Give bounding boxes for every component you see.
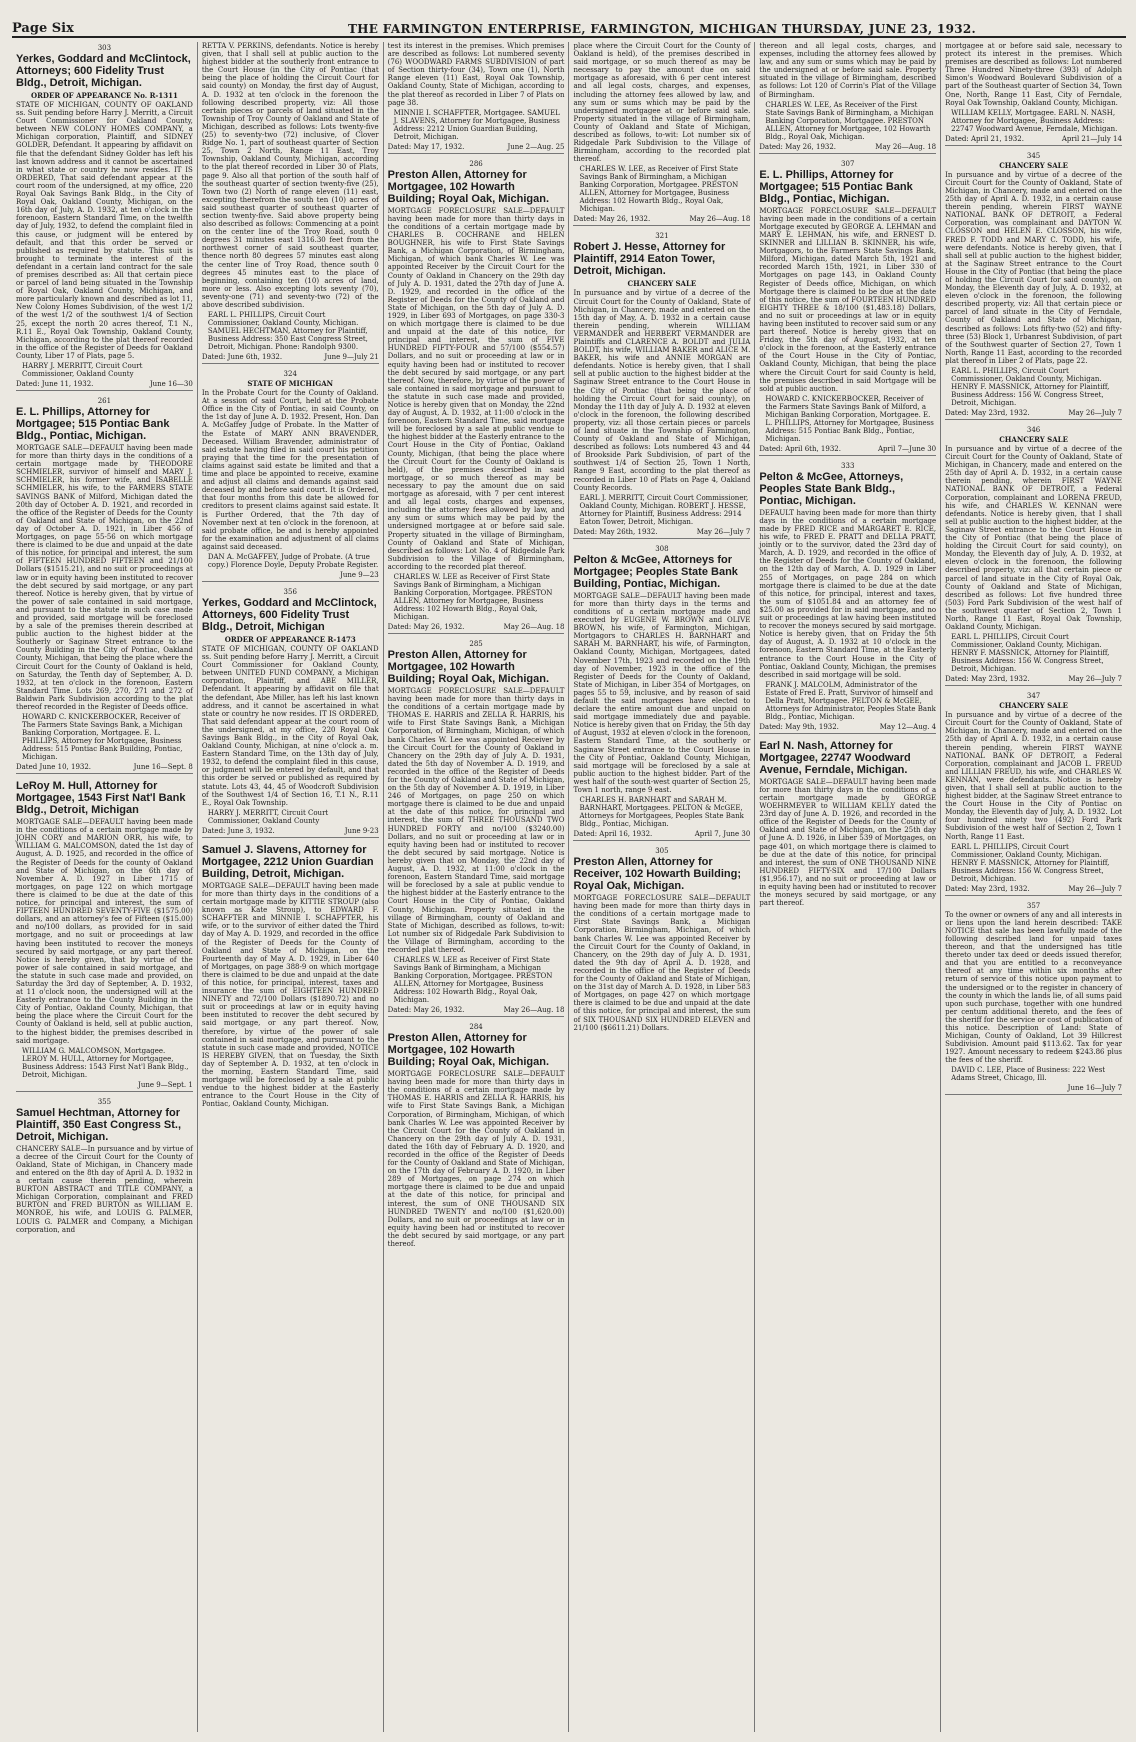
notice-number: 307 bbox=[841, 159, 855, 168]
notice-run-dates: June 2—Aug. 25 bbox=[507, 142, 565, 151]
notice-body: MORTGAGE SALE—DEFAULT having been made for more than thirty days in the conditions of a certain mortgage made by GEORGE WOEHRMEYER to WILLIAM KELLY dated the 23rd day of June A. D. 1926, and recorded in the office of the Register of Deeds for the County of Oakland and State of Michigan, on the 25th day of June A. D. 1926, in Liber 539 of Mortgages, on page 401, on which mortgage there is claimed to be due at the date of this notice, for principal and interest, the sum of ONE THOUSAND NINE HUNDRED FIFTY-SIX and 17/100 Dollars ($1,956.17), and no suit or proceeding at law or in equity having been had or instituted to recover the moneys secured by said mortgage, or any part thereof. bbox=[759, 777, 937, 908]
legal-notice bbox=[388, 1023, 565, 1248]
legal-notice bbox=[202, 588, 379, 838]
notice-run-dates: May 26—July 7 bbox=[696, 527, 751, 536]
notice-body: MORTGAGE SALE—DEFAULT having been made for more than thirty days in the terms and conditions of a certain mortgage made and executed by EUGENE W. BROWN and OLIVE BROWN, his wife, of Farmington, Michigan, Mortgagors to CHARLES H. BARNHART and SARAH M. BARNHART, his wife, of Farmington, Oakland County, Michigan, Mortgagees, dated November 17th, 1923 and recorded on the 19th day of November, 1923 in the office of the Register of Deeds for the County of Oakland, State of Michigan, in Liber 354 of Mortgages, on pages 55 to 59, inclusive, and by reason of said default the said mortgagees have elected to declare the entire amount due and unpaid on said mortgage immediately due and payable. Notice is hereby given that on Friday, the 5th day of August, 1932 at eleven o'clock in the forenoon, Eastern Standard Time, at the southerly or Saginaw Street entrance to the Court House in the City of Pontiac, Oakland County, Michigan, said mortgage will be foreclosed by a sale at public auction to the highest bidder. Part of the west half of the south-west quarter of Section 25, Town 1 north, range 9 east. bbox=[573, 591, 751, 794]
notice-body: place where the Circuit Court for the County of Oakland is held), of the premises described in said mortgage, or so much thereof as may be necessary to pay the amount due on said mortgage as aforesaid, with 6 per cent interest and all legal costs, charges, and expenses, including the attorney fees allowed by law, and any sum or sums which may be paid by the undersigned mortgagee at or before said sale. Property situated in the village of Birmingham, County of Oakland and State of Michigan, described as follows, to-wit: Lot number six of Ridgedale Park Subdivision to the Village of Birmingham, according to the recorded plat thereof. bbox=[573, 42, 751, 164]
notice-heading: Earl N. Nash, Attorney for Mortgagee, 22747 Woodward Avenue, Ferndale, Michigan. bbox=[759, 739, 911, 776]
notice-date: Dated: May 26th, 1932. bbox=[573, 527, 658, 536]
notice-dates bbox=[388, 1006, 565, 1017]
notice-number: 284 bbox=[469, 1023, 483, 1032]
notice-date: Dated: May 26, 1932. bbox=[759, 142, 837, 151]
notice-run-dates: May 26—Aug. 18 bbox=[503, 622, 565, 631]
notice-number: 333 bbox=[841, 461, 855, 470]
notice-body: MORTGAGE SALE—DEFAULT having been made in the conditions of a certain mortgage made by JOHN CORY and MARION ORR, his wife, to WILLIAM G. MALCOMSON, dated the 1st day of August, A. D. 1925, and recorded in the office of the Register of Deeds for the county of Oakland and State of Michigan, on the 6th day of November A. D. 1927 in Liber 1715 of mortgages, on page 122 on which mortgage there is claimed to be due at the date of this notice, for principal and interest, the sum of FIFTEEN HUNDRED SEVENTY-FIVE ($1575.00) dollars, and an attorney's fee of Fifteen ($15.00) and no/100 dollars, as provided for in said mortgage, and no suit or proceedings at law having been instituted to recover the moneys secured by said mortgage, or any part thereof. Notice is hereby given, that by virtue of the power of sale contained in said mortgage, and the statute in such case made and provided, on Saturday the 3rd day of September, A. D. 1932, at 11 o'clock noon, the undersigned will at the Easterly entrance to the County Building in the City of Pontiac, Oakland County, Michigan, that being the place where the Circuit Court for the County of Oakland is held, sell at public auction, to the highest bidder, the premises described in said mortgage. bbox=[16, 818, 193, 1045]
notice-heading: Samuel Hechtman, Attorney for Plaintiff, 350 East Congress St., Detroit, Michigan. bbox=[16, 1106, 182, 1143]
notice-heading: Preston Allen, Attorney for Mortgagee, 102 Howarth Building; Royal Oak, Michigan. bbox=[387, 1032, 550, 1069]
legal-notice bbox=[573, 42, 750, 226]
notice-dates bbox=[945, 675, 1122, 686]
notice-run-dates: May 26—Aug. 18 bbox=[503, 1006, 565, 1015]
notice-date: Dated: April 16, 1932. bbox=[573, 830, 653, 839]
notice-run-dates: May 26—July 7 bbox=[1068, 409, 1122, 417]
notice-body: test its interest in the premises. Which premises are described as follows: Lot numbered seventy (76) WOODWARD FARMS SUBDIVISION of part of Section thirty-four (34), Town one (1), North Range eleven (11) East, Royal Oak Township, Oakland County, State of Michigan, according to the plat thereof as recorded in Liber 7 of Plats on page 38. bbox=[387, 42, 565, 107]
notice-dates bbox=[945, 135, 1122, 146]
notice-heading: Preston Allen, Attorney for Mortgagee, 102 Howarth Building; Royal Oak, Michigan. bbox=[387, 648, 550, 685]
notice-run-dates: June 16—July 7 bbox=[1067, 1084, 1122, 1093]
notice-body: In pursuance and by virtue of a decree of the Circuit Court for the County of Oakland, State of Michigan, in Chancery, made and entered on the 25th day of April A. D. 1932, in a certain cause therein pending, wherein FIRST WAYNE NATIONAL BANK OF DETROIT, a Federal Corporation, complainant and LORENA FREUD, his wife, and CHARLES W. KENNAN were defendants. Notice is hereby given, that I shall sell at public auction to the highest bidder, at the Saginaw Street entrance to the Court House in the City of Pontiac (that being the place of holding the Circuit Court for said county), on Monday, the Eleventh day of July, A. D. 1932, at eleven o'clock in the forenoon, the following described property, viz: all that certain piece or parcel of land situate in the City of Royal Oak, County of Oakland and State of Michigan, described as follows: Lot five hundred three (503) Ford Park Subdivision of the west half of the southwest quarter of Section 2, Town 1 North, Range 11 East, Royal Oak Township, Oakland County, Michigan. bbox=[945, 445, 1122, 632]
notice-heading: Samuel J. Slavens, Attorney for Mortgagee, 2212 Union Guardian Building, Detroit, Michigan. bbox=[201, 843, 374, 880]
notice-signature: WILLIAM KELLY, Mortgagee. EARL N. NASH, Attorney for Mortgagee, Business Address: 22747 Woodward Avenue, Ferndale, Michigan. bbox=[951, 108, 1118, 133]
notice-number: 305 bbox=[655, 847, 669, 856]
notice-dates bbox=[202, 353, 379, 364]
legal-notices-columns bbox=[12, 42, 1126, 1732]
column-1 bbox=[12, 42, 198, 1732]
legal-notice bbox=[573, 847, 750, 1032]
notice-caption: STATE OF MICHIGAN bbox=[247, 379, 334, 389]
legal-notice bbox=[16, 780, 193, 1092]
notice-body: To the owner or owners of any and all interests in or liens upon the land herein described: TAKE NOTICE that sale has been lawfully made of the following described land for unpaid taxes thereon, and that the undersigned has title thereto under tax deed or deeds issued therefor, and that you are entitled to a reconveyance thereof at any time within six months after return of service of this notice upon payment to the undersigned or to the register in chancery of the county in which the lands lie, of all sums paid upon such purchase, together with one hundred per centum additional thereto, and the fees of the sheriff for the service or cost of publication of this notice. Description of Land: State of Michigan, County of Oakland, Lot 39 Hillcrest Subdivision. Amount paid $113.62. Tax for year 1927. Amount necessary to redeem $243.86 plus the fees of the sheriff. bbox=[945, 910, 1122, 1065]
column-3 bbox=[384, 42, 570, 1732]
column-6 bbox=[941, 42, 1126, 1732]
notice-caption: ORDER OF APPEARANCE R-1473 bbox=[224, 634, 356, 644]
legal-notice bbox=[759, 42, 936, 154]
legal-notice bbox=[945, 152, 1122, 420]
notice-body: MORTGAGE FORECLOSURE SALE—DEFAULT having been made for more than thirty days in the conditions of a certain mortgage made by THOMAS E. HARRIS and ZELLA R. HARRIS, his wife to First State Savings Bank, a Michigan Corporation, of Birmingham, Michigan, of which bank Charles W. Lee was appointed Receiver by the Circuit Court for the County of Oakland in Chancery on the 29th day of July A. D. 1931, dated the 16th day of February A. D. 1920, and recorded in the office of the Register of Deeds for the County of Oakland and State of Michigan, on the 17th day of February A. D. 1920, in Liber 289 of Mortgages, on page 274 on which mortgage there is claimed to be due and unpaid at the date of this notice, for principal and interest, the sum of ONE THOUSAND SIX HUNDRED TWENTY and no/100 ($1,620.00) Dollars, and no suit or proceedings at law or in equity having been had or instituted to recover the debt secured by said mortgage, or any part thereof. bbox=[387, 1070, 565, 1249]
notice-number: 347 bbox=[1026, 692, 1041, 701]
notice-run-dates: April 7, June 30 bbox=[694, 830, 751, 839]
notice-number: 261 bbox=[97, 397, 112, 405]
notice-number: 285 bbox=[469, 639, 483, 648]
notice-heading: E. L. Phillips, Attorney for Mortgagee; 515 Pontiac Bank Bldg., Pontiac, Michigan. bbox=[759, 168, 913, 205]
notice-caption: CHANCERY SALE bbox=[999, 435, 1068, 444]
notice-body: MORTGAGE FORECLOSURE SALE—DEFAULT having been made for more than thirty days in the conditions of a certain mortgage made by THOMAS E. HARRIS and ZELLA R. HARRIS, his wife to First State Savings Bank, a Michigan Corporation, of Birmingham, Michigan, of which bank Charles W. Lee was appointed Receiver by the Circuit Court for the County of Oakland in Chancery on the 29th day of July A. D. 1931, dated the 5th day of November A. D. 1919, and recorded in the office of the Register of Deeds for the County of Oakland and State of Michigan, on the 5th day of November A. D. 1919, in Liber 246 of Mortgages, on page 250 on which mortgage there is claimed to be due and unpaid at the date of this notice, for principal and interest, the sum of THREE THOUSAND TWO HUNDRED FORTY and no/100 ($3240.00) Dollars, and no suit or proceeding at law or in equity having been had or instituted to recover the debt secured by said mortgage. Notice is hereby given that on Monday, the 22nd day of August, A. D. 1932, at 11:00 o'clock in the forenoon, Eastern Standard Time, said mortgage will be foreclosed by a sale at public vendue to the highest bidder at the Easterly entrance to the Court House in the City of Pontiac, Oakland County, Michigan. Property situated in the village of Birmingham, county of Oakland and State of Michigan, described as follows, to-wit: Lot number six of Ridgedale Park Subdivision to the Village of Birmingham, according to the recorded plat thereof. bbox=[387, 686, 565, 954]
notice-signature: EARL J. MERRITT, Circuit Court Commissioner, Oakland County, Michigan. ROBERT J. HESSE, Attorney for Plaintiff, Business Address: 2914 Eaton Tower, Detroit, Michigan. bbox=[579, 493, 749, 526]
notice-date: Dated: May 23rd, 1932. bbox=[945, 884, 1030, 893]
notice-body: RETTA V. PERKINS, defendants. Notice is hereby given, that I shall sell at public auction to the highest bidder at the southerly front entrance to the Court House (in the City of Pontiac (that being the place of holding the Circuit Court for said county) on Monday, the first day of August, A. D. 1932 at ten o'clock in the forenoon the following described property, viz: All those certain pieces or parcels of land situated in the Township of Troy County of Oakland and State of Michigan, described as follows: Lots twenty-five (25) to seventy-two (72) inclusive, of Clover Ridge No. 1, part of southeast quarter of Section 25, Town 2 North, Range 11 East, Troy Township, Oakland County, Michigan, according to the plat thereof recorded in Liber 30 of Plats, page 9. Also all that portion of the south half of the southeast quarter of section twenty-five (25), Town two (2) North of range eleven (11) east, excepting therefrom the south ten (10) acres of said southeast quarter of southeast quarter of section twenty-five. Said above property being also described as follows: Commencing at a point on the center line of the Troy Road, south 0 degrees 31 minutes east 1316.30 feet from the northwest corner of said southeast quarter, thence north 80 degrees 57 minutes east along the center line of Troy Road, thence south 0 degrees 45 minutes east to the place of beginning, containing ten (10) acres of land, more or less. Also excepting lots seventy (70), seventy-one (71) and seventy-two (72) of the above described subdivision. bbox=[201, 42, 379, 309]
legal-notice bbox=[388, 640, 565, 1017]
notice-date: Dated: June 3, 1932. bbox=[201, 826, 275, 835]
notice-heading: Yerkes, Goddard and McClintock, Attorneys, 600 Fidelity Trust Bldg., Detroit, Michigan bbox=[201, 596, 377, 633]
notice-run-dates: May 26—Aug. 18 bbox=[875, 142, 937, 151]
notice-body: In pursuance and by virtue of a decree of the Circuit Court for the County of Oakland, State of Michigan, in Chancery, made and entered on the 15th day of May, A. D. 1932 in a certain cause therein pending, wherein WILLIAM VERMANDER and HERBERT VERMANDER are Plaintiffs and CLARENCE A. BOLDT and JULIA BOLDT, his wife, WILLIAM BAKER and ALICE M. BAKER, his wife and ANNIE MORGAN are defendants. Notice is hereby given, that I shall sell at public auction to the highest bidder at the Saginaw Street entrance to the Court House in the City of Pontiac (that being the place of holding the Circuit Court for said county), on Monday the 11th day of July A. D. 1932 at eleven o'clock in the forenoon, the following described property, viz: all those certain pieces or parcels of land situate in the Township of Farmington, County of Oakland and State of Michigan, described as follows: Lots numbered 43 and 44 of Brookside Park Subdivision, of part of the southwest 1/4 of Section 25, Town 1 North, Range 9 East, according to the plat thereof as recorded in Liber 10 of Plats on Page 4, Oakland County Records. bbox=[573, 289, 751, 492]
notice-dates bbox=[945, 885, 1122, 896]
notice-heading: Preston Allen, Attorney for Mortgagee, 102 Howarth Building; Royal Oak, Michigan. bbox=[387, 168, 550, 205]
notice-run-dates: May 26—July 7 bbox=[1068, 884, 1122, 893]
notice-signature: DAN A. McGAFFEY, Judge of Probate. (A true copy.) Florence Doyle, Deputy Probate Register. bbox=[207, 552, 379, 569]
notice-signature: EARL L. PHILLIPS, Circuit Court Commissioner, Oakland County, Michigan. SAMUEL HECHTMAN, Attorney for Plaintiff, Business Address: 350 East Congress Street, Detroit, Michigan. Phone: Randolph 9300. bbox=[207, 311, 368, 352]
notice-dates bbox=[573, 215, 750, 226]
notice-dates bbox=[759, 143, 936, 154]
notice-dates bbox=[759, 445, 936, 456]
notice-number: 321 bbox=[655, 232, 669, 241]
notice-run-dates: April 21—July 14 bbox=[1061, 134, 1122, 143]
page-label: Page Six bbox=[12, 21, 74, 36]
notice-signature: CHARLES W. LEE, as Receiver of First State Savings Bank of Birmingham, a Michigan Banking Corporation, Mortgagee. PRESTON ALLEN, Attorney for Mortgagee, Business Address: 102 Howarth Bldg., Royal Oak, Michigan. bbox=[579, 165, 739, 214]
notice-signature: EARL L. PHILLIPS, Circuit Court Commissioner, Oakland County, Michigan. HENRY F. MASSNICK, Attorney for Plaintiff, Business Address: 156 W. Congress Street, Detroit, Michigan. bbox=[951, 633, 1110, 674]
legal-notice bbox=[202, 42, 379, 364]
notice-body: MORTGAGE FORECLOSURE SALE—DEFAULT having been made in the conditions of a certain Mortgage executed by GEORGE A. LEHMAN and MARY E. LEHMAN, his wife, and ERNEST D. SKINNER and LILLIAN B. SKINNER, his wife, Mortgagors, to the Farmers State Savings Bank, Milford, Michigan, dated March 5th, 1921 and recorded March 15th, 1921, in Liber 330 of Mortgages on page 143, in Oakland County Register of Deeds office, Michigan, on which Mortgage there is claimed to be due at the date of this notice, the sum of FOURTEEN HUNDRED EIGHTY THREE & 18/100 ($1,483.18) Dollars, and no suit or proceedings at law or in equity having been instituted to recover said sum or any part thereof. Notice is hereby given that on Friday, the 5th day of August, 1932, at ten o'clock in the forenoon, at the Easterly entrance of the Court House in the City of Pontiac, Oakland County, Michigan, that being the place where the Circuit Court for said County is held, the premises described in said Mortgage will be sold at public auction. bbox=[759, 206, 937, 393]
notice-number: 356 bbox=[283, 587, 297, 596]
notice-signature: CHARLES W. LEE as Receiver of First State Savings Bank of Birmingham, a Michigan Banking Corporation, Mortgagee. PRESTON ALLEN, Attorney for Mortgagee, Business Address: 102 Howarth Bldg., Royal Oak, Michigan. bbox=[393, 956, 553, 1005]
legal-notice bbox=[202, 370, 379, 582]
notice-body: CHANCERY SALE—In pursuance and by virtue of a decree of the Circuit Court for the County of Oakland, State of Michigan, in Chancery made and entered on the 8th day of April A. D. 1932 in a certain cause therein pending, wherein BURTON ABSTRACT and TITLE COMPANY, a Michigan Corporation, complainant and FRED BURTON and FRED BURTON as WILLIAM E. MONROE, his wife, and LOUIS G. PALMER, LOUIS G. PALMER and Company, a Michigan corporation, and bbox=[16, 1144, 193, 1234]
notice-body: MORTGAGE FORECLOSURE SALE—DEFAULT having been made for more than thirty days in the conditions of a certain mortgage made to First State Savings Bank, a Michigan Corporation, Birmingham, Michigan, of which bank Charles W. Lee was appointed Receiver by the Circuit Court for the County of Oakland, in Chancery, on the 29th day of July A. D. 1931, dated the 9th day of April A. D. 1928, and recorded in the office of the Register of Deeds for the County of Oakland and State of Michigan, on the 31st day of March A. D. 1928, in Liber 583 of Mortgages, on page 427 on which mortgage there is claimed to be due and unpaid at the date of this notice, for principal and interest, the sum of SIX THOUSAND SIX HUNDRED ELEVEN and 21/100 ($6611.21) Dollars. bbox=[573, 894, 751, 1032]
column-5 bbox=[755, 42, 941, 1732]
notice-date: Dated: May 26, 1932. bbox=[387, 622, 465, 631]
notice-run-dates: May 12—Aug. 4 bbox=[879, 722, 937, 731]
notice-dates bbox=[16, 380, 193, 391]
notice-heading: LeRoy M. Hull, Attorney for Mortgagee, 1543 First Nat'l Bank Bldg., Detroit, Michigan bbox=[16, 780, 186, 817]
notice-signature: WILLIAM G. MALCOMSON, Mortgagee. LEROY M. HULL, Attorney for Mortgagee, Business Address: 1543 First Nat'l Bank Bldg., Detroit, Michigan. bbox=[22, 1046, 189, 1079]
notice-body: MORTGAGE FORECLOSURE SALE—DEFAULT having been made for more than thirty days in the conditions of a certain mortgage made by CHARLES B. COCHRANE and HELEN BOUGHNER, his wife to First State Savings Bank, a Michigan Corporation, of Birmingham, Michigan, of which bank Charles W. Lee was appointed Receiver by the Circuit Court for the County of Oakland in Chancery on the 29th day of July A. D. 1931, dated the 27th day of June A. D. 1929, and recorded in the office of the Register of Deeds for the County of Oakland and State of Michigan, on the 5th day of July A. D. 1929, in Liber 693 of Mortgages, on page 330-3 on which mortgage there is claimed to be due and unpaid at the date of this notice, for principal and interest, the sum of FIVE HUNDRED FIFTY-FOUR and 57/100 ($554.57) Dollars, and no suit or proceeding at law or in equity having been had or instituted to recover the debt secured by said mortgage, or any part thereof. Now, therefore, by virtue of the power of sale contained in said mortgage and pursuant to the statute in such case made and provided, Notice is hereby given that on Monday, the 22nd day of August, A. D. 1932, at 11:00 o'clock in the forenoon, Eastern Standard Time, said mortgage will be foreclosed by a sale at public vendue to the highest bidder at the Easterly entrance to the Court House in the City of Pontiac, Oakland County, Michigan, (that being the place where the Circuit Court for the County of Oakland is held), of the premises described in said mortgage, or so much thereof as may be necessary to pay the amount due on said mortgage as aforesaid, with 7 per cent interest and all legal costs, charges and expenses, including the attorney fees allowed by law, and any sum or sums which may be paid by the undersigned mortgagee at or before said sale. Property situated in the village of Birmingham, County of Oakland and State of Michigan, described as follows: Lot No. 4 of Ridgedale Park Subdivision to the Village of Birmingham, according to the recorded plat thereof. bbox=[387, 206, 565, 571]
newspaper-dateline: THE FARMINGTON ENTERPRISE, FARMINGTON, MICHIGAN THURSDAY, JUNE 23, 1932. bbox=[347, 22, 976, 36]
notice-body: DEFAULT having been made for more than thirty days in the conditions of a certain mortgage made by FRED RICE and MARGARET E. RICE, his wife, to FRED E. PRATT and DELLA PRATT, jointly or to the survivor, dated the 23rd day of March, A. D. 1929, and recorded in the office of the Register of Deeds for the County of Oakland, on the 12th day of March, A. D. 1929 in Liber 255 of Mortgages, on page 284 on which mortgage there is claimed to be due at the date of this notice, for principal, interest and taxes, the sum of $1051.84 and an attorney fee of $25.00 as provided for in said mortgage, and no suit or proceedings at law having been instituted to recover the moneys secured by said mortgage. Notice is hereby given, that on Friday the 5th day of August, A. D. 1932 at 10 o'clock in the forenoon, Eastern Standard Time, at the Easterly entrance to the Court House in the City of Pontiac, Oakland County, Michigan, the premises described in said mortgage will be sold. bbox=[759, 508, 937, 679]
notice-run-dates: April 7—June 30 bbox=[878, 444, 937, 453]
notice-heading: Yerkes, Goddard and McClintock, Attorneys; 600 Fidelity Trust Bldg., Detroit, Michigan. bbox=[16, 53, 191, 89]
notice-dates bbox=[945, 1084, 1122, 1095]
legal-notice bbox=[16, 1098, 193, 1234]
notice-run-dates: June 16—30 bbox=[149, 380, 193, 388]
legal-notice bbox=[945, 42, 1122, 146]
notice-date: Dated: May 26, 1932. bbox=[573, 215, 651, 224]
notice-date: Dated: June 6th, 1932. bbox=[201, 353, 283, 362]
notice-signature: HOWARD C. KNICKERBOCKER, Receiver of the Farmers State Savings Bank of Milford, a Michigan Banking Corporation, Mortgagee. E. L. PHILLIPS, Attorney for Mortgagee, Business Address: 515 Pontiac Bank Bldg., Pontiac, Michigan. bbox=[765, 394, 934, 443]
legal-notice bbox=[945, 902, 1122, 1096]
notice-signature: CHARLES W. LEE, As Receiver of the First State Savings Bank of Birmingham, a Michigan Banking Corporation, Mortgagee. PRESTON ALLEN, Attorney for Mortgagee, 102 Howarth Bldg., Royal Oak, Michigan. bbox=[765, 100, 934, 141]
notice-signature: MINNIE I. SCHAFFTER, Mortgagee. SAMUEL J. SLAVENS, Attorney for Mortgagee, Business Address: 2212 Union Guardian Building, Detroit, Michigan. bbox=[393, 108, 560, 141]
notice-dates bbox=[388, 623, 565, 634]
legal-notice bbox=[945, 426, 1122, 686]
notice-number: 346 bbox=[1026, 426, 1041, 434]
notice-run-dates: June 9-23 bbox=[344, 826, 379, 835]
notice-body: STATE OF MICHIGAN, COUNTY OF OAKLAND ss. Suit pending before Harry J. Merritt, a Circuit Court Commissioner for Oakland County, between NEW COLONY HOMES COMPANY, a Michigan corporation, Plaintiff, and SIDNEY GOLDER, Defendant. It appearing by affidavit on file that the defendant Sidney Golder has left his last known address and it cannot be ascertained in what state or country he now resides. IT IS ORDERED, That said defendant appear at the court room of the undersigned, at my office, 220 Royal Oak Savings Bank Bldg., in the City of Royal Oak, Oakland County, Michigan, on the 16th day of July, A. D. 1932, at ten o'clock in the forenoon, Eastern Standard Time, on the twelfth day of July, 1932, to defend the complaint filed in this cause, or judgment will be entered by default, and that this order be served or published as required by statute. This suit is brought to terminate the interest of the defendant in a certain land contract for the sale of premises described as: All that certain piece or parcel of land being situated in the Township of Royal Oak, Oakland County, Michigan, and more particularly known and described as lot 11, New Colony Homes Subdivision, of the west 1/2 of the west 1/2 of the southwest 1/4 of Section 25, except the north 20 acres thereof, T.1 N., R.11 E., Royal Oak Township, Oakland County, Michigan, according to the plat thereof recorded in the office of the Register of Deeds for Oakland County, Liber 17 of Plats, page 5. bbox=[16, 101, 193, 360]
notice-body: STATE OF MICHIGAN, COUNTY OF OAKLAND ss. Suit pending before Harry J. Merritt, a Circuit Court Commissioner for Oakland County, between UNITED FUND COMPANY, a Michigan corporation, Plaintiff, and ABE MILLER, Defendant. It appearing by affidavit on file that the defendant, Abe Miller, has left his last known address, and it cannot be ascertained in what state or country he now resides. IT IS ORDERED, That said defendant appear at the court room of the undersigned, at my office, 220 Royal Oak Savings Bank Bldg., in the City of Royal Oak, Oakland County, Michigan, at nine o'clock a. m. Eastern Standard Time, on the 13th day of July, 1932, to defend the complaint filed in this cause, or judgment will be entered by default, and that this order be served or published as required by statute. Lots 43, 44, 45 of Woodcroft Subdivision of the Southwest 1/4 of Section 16, T.1 N., R.11 E., Royal Oak Township. bbox=[201, 644, 379, 807]
notice-run-dates: May 26—Aug. 18 bbox=[689, 215, 751, 224]
notice-body: thereon and all legal costs, charges, and expenses, including the attorney fees allowed by law, and any sum or sums which may be paid by the undersigned at or before said sale. Property situated in the village of Birmingham, described as follows: Lot 120 of Corrin's Plat of the Village of Birmingham. bbox=[759, 42, 937, 99]
notice-body: mortgagee at or before said sale, necessary to protect its interest in the premises. Which premises are described as follows: Lot numbered Three Hundred Ninety-three (393) of Adolph Simon's Woodward Boulevard Subdivision of a part of the Southeast quarter of Section 34, Town One, North, Range 11 East, City of Ferndale, Royal Oak Township, Oakland County, Michigan. bbox=[945, 42, 1122, 107]
notice-dates bbox=[16, 1081, 193, 1092]
notice-date: Dated: May 23rd, 1932. bbox=[945, 409, 1030, 417]
notice-body: MORTGAGE SALE—DEFAULT having been made for more than thirty days in the conditions of a certain mortgage made by KITTIE STROUP (also known as Kate Stroup), to EDWARD F. SCHAFFTER and MINNIE I. SCHAFFTER, his wife, or to the survivor of either dated the Third day of May A. D. 1929, and recorded in the office of the Register of Deeds for the County of Oakland and State of Michigan, on the Fourteenth day of May A. D. 1929, in Liber 640 of Mortgages, on page 388-9 on which mortgage there is claimed to be due and unpaid at the date of this notice, for principal, interest, taxes and insurance the sum of EIGHTEEN HUNDRED NINETY and 72/100 Dollars ($1890.72) and no suit or proceedings at law or in equity having been instituted to recover the debt secured by said mortgage, or any part thereof. Now, therefore, by virtue of the power of sale contained in said mortgage, and pursuant to the statute in such case made and provided, NOTICE IS HEREBY GIVEN, that on Tuesday, the Sixth day of September A. D. 1932, at ten o'clock in the morning, Eastern Standard Time, said mortgage will be foreclosed by a sale at public vendue to the highest bidder at the Easterly entrance to the Court House in the City of Pontiac, Oakland County, Michigan. bbox=[201, 881, 379, 1109]
notice-number: 357 bbox=[1026, 901, 1041, 910]
notice-signature: HARRY J. MERRITT, Circuit Court Commissioner, Oakland County bbox=[207, 808, 329, 825]
notice-date: Dated: May 23rd, 1932. bbox=[945, 675, 1030, 684]
legal-notice bbox=[945, 692, 1122, 896]
notice-date: Dated: April 6th, 1932. bbox=[759, 444, 841, 453]
notice-dates bbox=[16, 763, 193, 774]
notice-signature: EARL L. PHILLIPS, Circuit Court Commissioner, Oakland County, Michigan. HENRY F. MASSNICK, Attorney for Plaintiff, Business Address: 156 W. Congress Street, Detroit, Michigan. bbox=[951, 842, 1110, 883]
notice-dates bbox=[388, 143, 565, 154]
legal-notice bbox=[759, 160, 936, 456]
notice-heading: Pelton & McGee, Attorneys for Mortgagee; Peoples State Bank Building, Pontiac, Michigan. bbox=[573, 553, 738, 590]
notice-date: Dated June 10, 1932. bbox=[16, 763, 92, 772]
notice-dates bbox=[759, 723, 936, 734]
notice-dates bbox=[202, 827, 379, 838]
legal-notice bbox=[388, 42, 565, 154]
legal-notice bbox=[573, 545, 750, 841]
notice-run-dates: June 16—Sept. 8 bbox=[133, 763, 193, 772]
notice-dates bbox=[573, 830, 750, 841]
notice-date: Dated: May 9th, 1932. bbox=[759, 722, 839, 731]
notice-signature: HARRY J. MERRITT, Circuit Court Commissioner, Oakland County bbox=[22, 362, 143, 378]
notice-date: Dated: May 26, 1932. bbox=[387, 1006, 465, 1015]
notice-number: 324 bbox=[283, 370, 297, 379]
notice-body: MORTGAGE SALE—DEFAULT having been made for more than thirty days in the conditions of a certain mortgage made by THEODORE SCHMIELER, survivor of himself and MARY J. SCHMIELER, his former wife, and ISABELLE SCHMIELER, his wife, to the FARMERS STATE SAVINGS BANK of Milford, Michigan dated the 20th day of October A. D. 1921, and recorded in the office of the Register of Deeds for the County of Oakland and State of Michigan, on the 22nd day of October A. D. 1921, in Liber 456 of Mortgages, on page 55-56 on which mortgage there is claimed to be due and unpaid at the date of this notice, for principal and interest, the sum of FIFTEEN HUNDRED FIFTEEN and 21/100 Dollars ($1515.21), and no suit or proceedings at law or in equity having been instituted to recover the debt secured by said mortgage, or any part thereof. Notice is hereby given, that by virtue of the power of sale contained in said mortgage, and pursuant to the statute in such case made and provided, said mortgage will be foreclosed by a sale of the premises therein described at public auction to the highest bidder at the Southerly or Saginaw Street entrance to the County Building in the City of Pontiac, Oakland County, Michigan, that being the place where the Circuit Court for the County of Oakland is held, on Saturday, the Tenth day of September, A. D. 1932, at ten o'clock in the forenoon, Eastern Standard Time. Lots 269, 270, 271 and 272 of Baldwin Park Subdivision according to the plat thereof recorded in the Register of Deeds office. bbox=[16, 444, 193, 711]
notice-date: Dated: June 11, 1932. bbox=[16, 380, 94, 388]
notice-number: 355 bbox=[97, 1097, 112, 1106]
legal-notice bbox=[202, 844, 379, 1109]
column-2 bbox=[198, 42, 384, 1732]
notice-signature: EARL L. PHILLIPS, Circuit Court Commissioner, Oakland County, Michigan. HENRY F. MASSNICK, Attorney for Plaintiff, Business Address: 156 W. Congress Street, Detroit, Michigan. bbox=[951, 367, 1110, 407]
notice-run-dates: June 9—23 bbox=[340, 570, 379, 579]
notice-dates bbox=[573, 528, 750, 539]
notice-date: Dated: April 21, 1932. bbox=[945, 134, 1024, 143]
notice-caption: ORDER OF APPEARANCE No. R-1311 bbox=[31, 91, 178, 100]
notice-heading: Preston Allen, Attorney for Receiver, 102 Howarth Building; Royal Oak, Michigan. bbox=[573, 856, 741, 893]
notice-body: In the Probate Court for the County of Oakland. At a session of said Court, held at the Probate Office in the City of Pontiac, in said County, on the 1st day of June A. D. 1932. Present, Hon. Dan A. McGaffey Judge of Probate. In the Matter of the Estate of MARY ANN BRAVENDER, Deceased. William Bravender, administrator of said estate having filed in said court his petition praying that the time for the presentation of claims against said estate be limited and that a time and place be appointed to receive, examine and adjust all claims and demands against said deceased by and before said court. It is Ordered, that four months from this date be allowed for creditors to present claims against said estate. It is Further Ordered, that the 7th day of November next at ten o'clock in the forenoon, at said probate office, be and is hereby appointed for the examination and adjustment of all claims against said deceased. bbox=[201, 389, 379, 551]
notice-heading: Robert J. Hesse, Attorney for Plaintiff, 2914 Eaton Tower, Detroit, Michigan. bbox=[573, 241, 726, 278]
notice-number: 303 bbox=[97, 44, 112, 52]
notice-run-dates: June 9—Sept. 1 bbox=[138, 1080, 193, 1089]
column-4 bbox=[569, 42, 755, 1732]
notice-run-dates: June 9—July 21 bbox=[324, 353, 379, 362]
legal-notice bbox=[759, 462, 936, 734]
notice-number: 345 bbox=[1026, 151, 1041, 160]
notice-dates bbox=[202, 571, 379, 582]
notice-dates bbox=[945, 409, 1122, 420]
legal-notice bbox=[388, 160, 565, 634]
notice-number: 308 bbox=[655, 544, 669, 553]
notice-signature: FRANK J. MALCOLM, Administrator of the Estate of Fred E. Pratt, Survivor of himself and Della Pratt, Mortgagee. PELTON & McGEE, Attorneys for Administrator, Peoples State Bank Bldg., Pontiac, Michigan. bbox=[765, 680, 936, 721]
notice-date: Dated: May 17, 1932. bbox=[387, 142, 465, 151]
legal-notice bbox=[573, 232, 750, 538]
notice-caption: CHANCERY SALE bbox=[999, 701, 1068, 711]
notice-heading: E. L. Phillips, Attorney for Mortgagee; 515 Pontiac Bank Bldg., Pontiac, Michigan. bbox=[16, 406, 170, 442]
notice-signature: HOWARD C. KNICKERBOCKER, Receiver of The Farmers State Savings Bank, a Michigan Banking Corporation, Mortgagee. E. L. PHILLIPS, Attorney for Mortgagee, Business Address: 515 Pontiac Bank Building, Pontiac, Michigan. bbox=[22, 713, 183, 762]
notice-run-dates: May 26—July 7 bbox=[1068, 675, 1122, 684]
notice-caption: CHANCERY SALE bbox=[999, 160, 1068, 170]
notice-body: In pursuance and by virtue of a decree of the Circuit Court for the County of Oakland, State of Michigan, in Chancery, made and entered on the 25th day of April A. D. 1932, in a certain cause therein pending, wherein FIRST WAYNE NATIONAL BANK OF DETROIT, a Federal Corporation, was complainant and DAYTON W. CLOSSON and HELEN E. CLOSSON, his wife, FRED F. TODD and MARY C. TODD, his wife, were defendants. Notice is hereby given, that I shall sell at public auction to the highest bidder, at the Saginaw Street entrance to the Court House in the City of Pontiac (that being the place of holding the Circuit Court for said county), on Monday, the Eleventh day of July, A. D. 1932, at eleven o'clock in the forenoon, the following described property, viz: All that certain piece or parcel of land situate in the City of Ferndale, County of Oakland and State of Michigan, described as follows: Lots fifty-two (52) and fifty-three (53) Block 1, Urbanrest Subdivision, of part of the Southwest quarter of Section 27, Town 1 North, Range 11 East, according to the recorded plat thereof in Liber 2 of Plats, page 22. bbox=[945, 170, 1122, 365]
notice-body: In pursuance and by virtue of a decree of the Circuit Court for the County of Oakland, State of Michigan, in Chancery, made and entered on the 25th day of April A. D. 1932, in a certain cause therein pending, wherein FIRST WAYNE NATIONAL BANK OF DETROIT, a Federal Corporation, complainant and JACOB L. FREUD and LILLIAN FREUD, his wife, and CHARLES W. KENNAN, were defendants. Notice is hereby given, that I shall sell at public auction to the highest bidder, at the Saginaw Street entrance to the Court House in the City of Pontiac on Monday, the Eleventh day of July, A. D. 1932. Lot four hundred ninety two (492) Ford Park Subdivision of the west half of Section 2, Town 1 North, Range 11 East. bbox=[945, 711, 1122, 841]
notice-caption: CHANCERY SALE bbox=[627, 279, 697, 289]
notice-heading: Pelton & McGee, Attorneys, Peoples State Bank Bldg., Pontiac, Michigan. bbox=[759, 470, 904, 507]
notice-signature: CHARLES W. LEE as Receiver of First State Savings Bank of Birmingham, a Michigan Banking Corporation, Mortgagee. PRESTON ALLEN, Attorney for Mortgagee, Business Address: 102 Howarth Bldg., Royal Oak, Michigan. bbox=[393, 572, 553, 621]
legal-notice bbox=[16, 44, 193, 391]
legal-notice bbox=[759, 740, 936, 908]
masthead bbox=[12, 6, 1126, 38]
notice-signature: CHARLES H. BARNHART and SARAH M. BARNHART, Mortgagees. PELTON & McGEE, Attorneys for Mortgagees, Peoples State Bank Bldg., Pontiac, Michigan. bbox=[579, 796, 744, 829]
notice-number: 286 bbox=[469, 159, 483, 168]
legal-notice bbox=[16, 397, 193, 774]
notice-signature: DAVID C. LEE, Place of Business: 222 West Adams Street, Chicago, Ill. bbox=[951, 1066, 1106, 1083]
